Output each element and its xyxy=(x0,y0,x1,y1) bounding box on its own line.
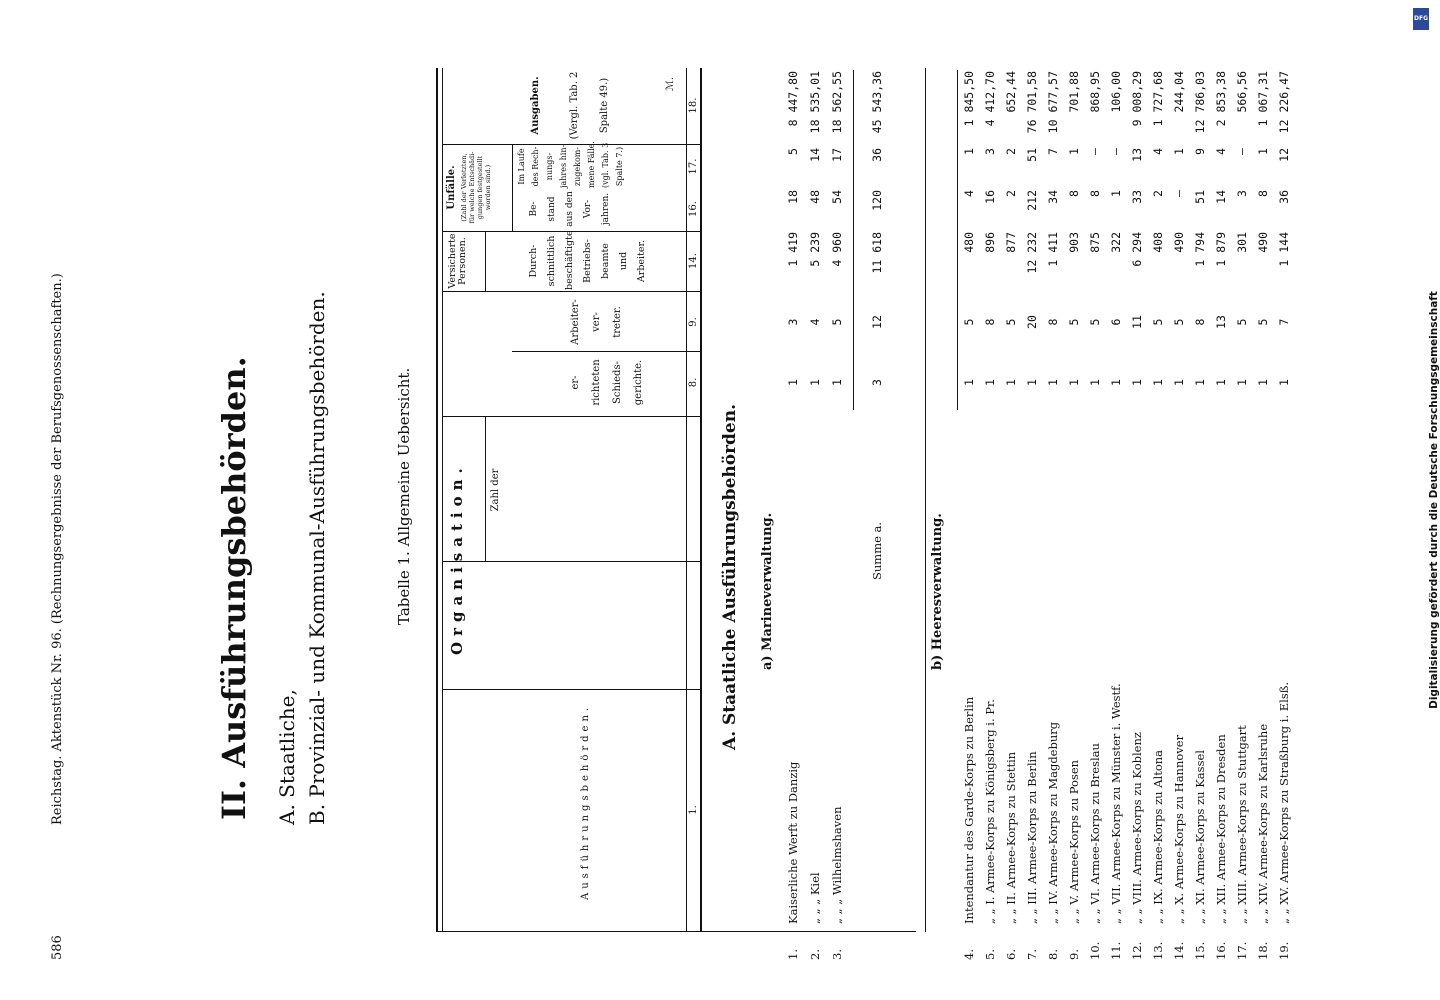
col-divider xyxy=(512,351,700,352)
sum-cell-c14: 11 618 xyxy=(870,232,884,274)
cell-c14: 877 xyxy=(1004,232,1018,253)
cell-c8: 1 xyxy=(1214,379,1228,386)
row-label: „ „ VI. Armee-Korps zu Breslau xyxy=(1088,743,1102,924)
cell-c14: 1 411 xyxy=(1046,232,1060,267)
col-number: 14. xyxy=(688,253,699,269)
cell-c8: 1 xyxy=(830,379,844,386)
cell-c9: 5 xyxy=(830,318,844,326)
cell-c17: 3 xyxy=(983,148,997,155)
cell-c9: 5 xyxy=(1235,318,1249,326)
cell-c16: 2 xyxy=(1004,190,1018,197)
col-header-ausgaben-sub: (Vergl. Tab. 2 Spalte 49.) xyxy=(569,71,610,140)
cell-c9: 5 xyxy=(1004,318,1018,326)
cell-c17: 17 xyxy=(830,148,844,162)
row-number: 12. xyxy=(1130,941,1144,960)
row-number: 7. xyxy=(1025,949,1039,960)
title-line-b: B. Provinzial- und Kommunal-Ausführungsbehörden. xyxy=(305,291,329,825)
row-number: 6. xyxy=(1004,949,1018,960)
cell-c18: 244,04 xyxy=(1172,71,1186,113)
cell-c8: 1 xyxy=(1025,379,1039,386)
cell-c16: — xyxy=(1172,190,1186,197)
cell-c14: 1 794 xyxy=(1193,232,1207,267)
cell-c18: 566,56 xyxy=(1235,71,1249,113)
row-number: 13. xyxy=(1151,941,1165,960)
cell-c14: 6 294 xyxy=(1130,232,1144,267)
cell-c9: 5 xyxy=(1088,318,1102,326)
col-header-unfaelle: Unfälle. xyxy=(446,165,457,210)
page-title: II. Ausführungsbehörden. xyxy=(215,356,253,820)
col-number: 1. xyxy=(688,805,699,815)
table-top-rule xyxy=(436,68,438,932)
row-label: „ „ „ Kiel xyxy=(808,872,822,924)
sum-cell-c17: 36 xyxy=(870,148,884,162)
cell-c18: 9 008,29 xyxy=(1130,71,1144,127)
sum-label: Summe a. xyxy=(870,521,884,580)
cell-c18: 1 727,68 xyxy=(1151,71,1165,127)
cell-c16: 2 xyxy=(1151,190,1165,197)
section-a-heading: A. Staatliche Ausführungsbehörden. xyxy=(720,403,740,750)
cell-c16: 36 xyxy=(1277,190,1291,204)
row-number: 1. xyxy=(786,949,800,960)
row-label: „ „ XI. Armee-Korps zu Kassel xyxy=(1193,750,1207,924)
cell-c9: 7 xyxy=(1277,318,1291,326)
cell-c17: 13 xyxy=(1130,148,1144,162)
col-header-ausfuehrungsbehoerden: Ausführungsbehörden. xyxy=(580,703,591,900)
cell-c17: 7 xyxy=(1046,148,1060,155)
cell-c16: 8 xyxy=(1067,190,1081,197)
row-number: 4. xyxy=(962,949,976,960)
cell-c14: 875 xyxy=(1088,232,1102,253)
row-label: „ „ II. Armee-Korps zu Stettin xyxy=(1004,751,1018,924)
cell-c16: 51 xyxy=(1193,190,1207,204)
row-label: „ „ IX. Armee-Korps zu Altona xyxy=(1151,749,1165,924)
sum-cell-c8: 3 xyxy=(870,379,884,386)
cell-c8: 1 xyxy=(1256,379,1270,386)
cell-c9: 20 xyxy=(1025,315,1039,329)
cell-c17: 5 xyxy=(786,148,800,155)
cell-c14: 903 xyxy=(1067,232,1081,253)
cell-c18: 1 067,31 xyxy=(1256,71,1270,127)
row-label: Kaiserliche Werft zu Danzig xyxy=(786,761,800,924)
section-b-rule xyxy=(957,70,958,410)
row-label: Intendantur des Garde-Korps zu Berlin xyxy=(962,696,976,924)
cell-c18: 2 853,38 xyxy=(1214,71,1228,127)
cell-c14: 5 239 xyxy=(808,232,822,267)
row-label: „ „ I. Armee-Korps zu Königsberg i. Pr. xyxy=(983,699,997,924)
row-label: „ „ XIII. Armee-Korps zu Stuttgart xyxy=(1235,725,1249,924)
cell-c16: 34 xyxy=(1046,190,1060,204)
table-top-rule-2 xyxy=(442,68,443,932)
section-a-subheading: a) Marineverwaltung. xyxy=(760,512,775,670)
row-label: „ „ XIV. Armee-Korps zu Karlsruhe xyxy=(1256,723,1270,924)
cell-c17: 9 xyxy=(1193,148,1207,155)
col-header-errichteten: er- richteten Schieds- gerichte. xyxy=(570,359,644,406)
cell-c18: 4 412,70 xyxy=(983,71,997,127)
col-number: 17. xyxy=(688,158,699,175)
cell-c8: 1 xyxy=(786,379,800,386)
subheader-rule xyxy=(485,417,486,562)
subheader-rule xyxy=(512,145,513,232)
title-line-a: A. Staatliche, xyxy=(275,689,299,825)
cell-c17: 14 xyxy=(808,148,822,162)
cell-c14: 490 xyxy=(1172,232,1186,253)
table-caption: Tabelle 1. Allgemeine Uebersicht. xyxy=(395,367,413,625)
cell-c14: 12 232 xyxy=(1025,232,1039,274)
cell-c17: — xyxy=(1235,148,1249,155)
cell-c9: 5 xyxy=(1256,318,1270,326)
cell-c16: 16 xyxy=(983,190,997,204)
row-number: 3. xyxy=(830,949,844,960)
row-label: „ „ XII. Armee-Korps zu Dresden xyxy=(1214,734,1228,924)
page-header: Reichstag. Aktenstück Nr. 96. (Rechnungsergebnisse der Berufsgenossenschaften.) xyxy=(50,273,65,825)
cell-c16: 14 xyxy=(1214,190,1228,204)
cell-c14: 1 879 xyxy=(1214,232,1228,267)
cell-c16: 4 xyxy=(962,190,976,197)
sum-cell-c9: 12 xyxy=(870,315,884,329)
cell-c9: 8 xyxy=(1046,318,1060,326)
cell-c9: 11 xyxy=(1130,315,1144,329)
cell-c16: 54 xyxy=(830,190,844,204)
col-number: 16. xyxy=(688,201,699,217)
cell-c17: 1 xyxy=(962,148,976,155)
row-label: „ „ XV. Armee-Korps zu Straßburg i. Elsß. xyxy=(1277,681,1291,924)
cell-c17: 1 xyxy=(1256,148,1270,155)
row-number: 2. xyxy=(808,949,822,960)
col-divider xyxy=(442,416,700,417)
cell-c8: 1 xyxy=(1193,379,1207,386)
cell-c16: 48 xyxy=(808,190,822,204)
cell-c18: 8 447,80 xyxy=(786,71,800,127)
cell-c14: 322 xyxy=(1109,232,1123,253)
row-number: 11. xyxy=(1109,941,1123,960)
row-label: „ „ VIII. Armee-Korps zu Koblenz xyxy=(1130,732,1144,924)
row-label: „ „ III. Armee-Korps zu Berlin xyxy=(1025,751,1039,924)
col-number: 18. xyxy=(688,97,699,114)
col-header-durchschnittlich: Durch- schnittlich beschäftigte Betriebs- beamte und Arbeiter. xyxy=(528,230,647,290)
cell-c17: — xyxy=(1088,148,1102,155)
cell-c9: 4 xyxy=(808,318,822,326)
col-header-bestand-vorjahre: Be- stand aus den Vor- jahren. xyxy=(529,191,611,227)
colnum-top-rule xyxy=(686,68,687,932)
row-number: 18. xyxy=(1256,941,1270,960)
cell-c14: 4 960 xyxy=(830,232,844,267)
row-label: „ „ V. Armee-Korps zu Posen xyxy=(1067,759,1081,924)
cell-c16: 1 xyxy=(1109,190,1123,197)
cell-c14: 480 xyxy=(962,232,976,253)
cell-c8: 1 xyxy=(1109,379,1123,386)
cell-c8: 1 xyxy=(1067,379,1081,386)
cell-c14: 896 xyxy=(983,232,997,253)
cell-c18: 1 845,50 xyxy=(962,71,976,127)
sidebar-credit-text: Digitalisierung gefördert durch die Deutsche Forschungsgemeinschaft xyxy=(1428,291,1440,709)
subheader-rule xyxy=(485,232,486,292)
cell-c18: 12 786,03 xyxy=(1193,71,1207,134)
table-bottom-rule xyxy=(925,68,926,932)
cell-c14: 408 xyxy=(1151,232,1165,253)
row-number: 16. xyxy=(1214,941,1228,960)
cell-c8: 1 xyxy=(808,379,822,386)
cell-c9: 5 xyxy=(1172,318,1186,326)
cell-c8: 1 xyxy=(983,379,997,386)
col-divider xyxy=(442,689,700,690)
row-number: 9. xyxy=(1067,949,1081,960)
page-number: 586 xyxy=(50,935,65,960)
cell-c9: 8 xyxy=(983,318,997,326)
row-label: „ „ X. Armee-Korps zu Hannover xyxy=(1172,734,1186,924)
cell-c17: — xyxy=(1109,148,1123,155)
row-number: 10. xyxy=(1088,941,1102,960)
col-divider xyxy=(442,291,700,292)
row-label: „ „ VII. Armee-Korps zu Münster i. Westf. xyxy=(1109,683,1123,924)
cell-c16: 18 xyxy=(786,190,800,204)
col-number: 9. xyxy=(688,317,699,327)
cell-c17: 4 xyxy=(1151,148,1165,155)
cell-c18: 18 535,01 xyxy=(808,71,822,134)
row-label: „ „ „ Wilhelmshaven xyxy=(830,806,844,924)
cell-c17: 51 xyxy=(1025,148,1039,162)
cell-c8: 1 xyxy=(1172,379,1186,386)
cell-c17: 2 xyxy=(1004,148,1018,155)
cell-c16: 8 xyxy=(1088,190,1102,197)
col-divider xyxy=(442,561,700,562)
cell-c8: 1 xyxy=(1088,379,1102,386)
col-header-arbeitervertreter: Arbeiter- ver- treter. xyxy=(570,299,623,345)
group-header-organisation: Organisation. xyxy=(448,462,466,655)
col-header-ausgaben: Ausgaben. xyxy=(530,76,541,135)
cell-c9: 13 xyxy=(1214,315,1228,329)
cell-c9: 5 xyxy=(962,318,976,326)
cell-c18: 18 562,55 xyxy=(830,71,844,134)
cell-c17: 12 xyxy=(1277,148,1291,162)
row-number: 19. xyxy=(1277,941,1291,960)
row-number: 15. xyxy=(1193,941,1207,960)
col-header-mark-unit: ℳ. xyxy=(665,77,676,91)
cell-c9: 3 xyxy=(786,318,800,326)
cell-c14: 1 144 xyxy=(1277,232,1291,267)
cell-c14: 490 xyxy=(1256,232,1270,253)
row-number: 14. xyxy=(1172,941,1186,960)
cell-c18: 106,00 xyxy=(1109,71,1123,113)
cell-c18: 652,44 xyxy=(1004,71,1018,113)
cell-c17: 1 xyxy=(1067,148,1081,155)
cell-c17: 4 xyxy=(1214,148,1228,155)
cell-c8: 1 xyxy=(1151,379,1165,386)
cell-c14: 301 xyxy=(1235,232,1249,253)
cell-c9: 6 xyxy=(1109,318,1123,326)
cell-c9: 5 xyxy=(1067,318,1081,326)
sum-cell-c16: 120 xyxy=(870,190,884,211)
sum-cell-c18: 45 543,36 xyxy=(870,71,884,134)
cell-c14: 1 419 xyxy=(786,232,800,267)
cell-c18: 10 677,57 xyxy=(1046,71,1060,134)
cell-c8: 1 xyxy=(1130,379,1144,386)
cell-c16: 33 xyxy=(1130,190,1144,204)
cell-c16: 8 xyxy=(1256,190,1270,197)
col-header-versicherte: Versicherte Personen. xyxy=(447,233,468,289)
table-left-rule xyxy=(436,931,916,932)
cell-c16: 3 xyxy=(1235,190,1249,197)
col-header-zahl-der: Zahl der xyxy=(490,468,501,512)
cell-c8: 1 xyxy=(1277,379,1291,386)
col-header-im-laufe: Im Laufe des Rech- nungs- jahres hin- zugekom- mene Fälle. (vgl. Tab. 3 Spalte 7.) xyxy=(517,141,624,188)
row-number: 17. xyxy=(1235,941,1249,960)
row-number: 8. xyxy=(1046,949,1060,960)
cell-c17: 1 xyxy=(1172,148,1186,155)
row-number: 5. xyxy=(983,949,997,960)
row-label: „ „ IV. Armee-Korps zu Magdeburg xyxy=(1046,721,1060,924)
section-b-subheading: b) Heeresverwaltung. xyxy=(930,513,945,670)
cell-c18: 12 226,47 xyxy=(1277,71,1291,134)
cell-c8: 1 xyxy=(1004,379,1018,386)
dfg-logo: DFG xyxy=(1413,8,1429,30)
cell-c8: 1 xyxy=(1235,379,1249,386)
col-number: 8. xyxy=(688,377,699,388)
cell-c18: 701,88 xyxy=(1067,71,1081,113)
col-header-unfaelle-sub: (Zahl der Verletzten, für welche Entschädi- gungen festgestellt worden sind.) xyxy=(460,151,492,224)
cell-c8: 1 xyxy=(962,379,976,386)
cell-c9: 5 xyxy=(1151,318,1165,326)
sum-rule xyxy=(853,70,854,410)
cell-c9: 8 xyxy=(1193,318,1207,326)
header-bottom-rule xyxy=(700,68,702,932)
cell-c8: 1 xyxy=(1046,379,1060,386)
digitisation-sidebar xyxy=(1408,0,1440,1000)
cell-c18: 76 701,58 xyxy=(1025,71,1039,134)
cell-c18: 868,95 xyxy=(1088,71,1102,113)
cell-c16: 212 xyxy=(1025,190,1039,211)
